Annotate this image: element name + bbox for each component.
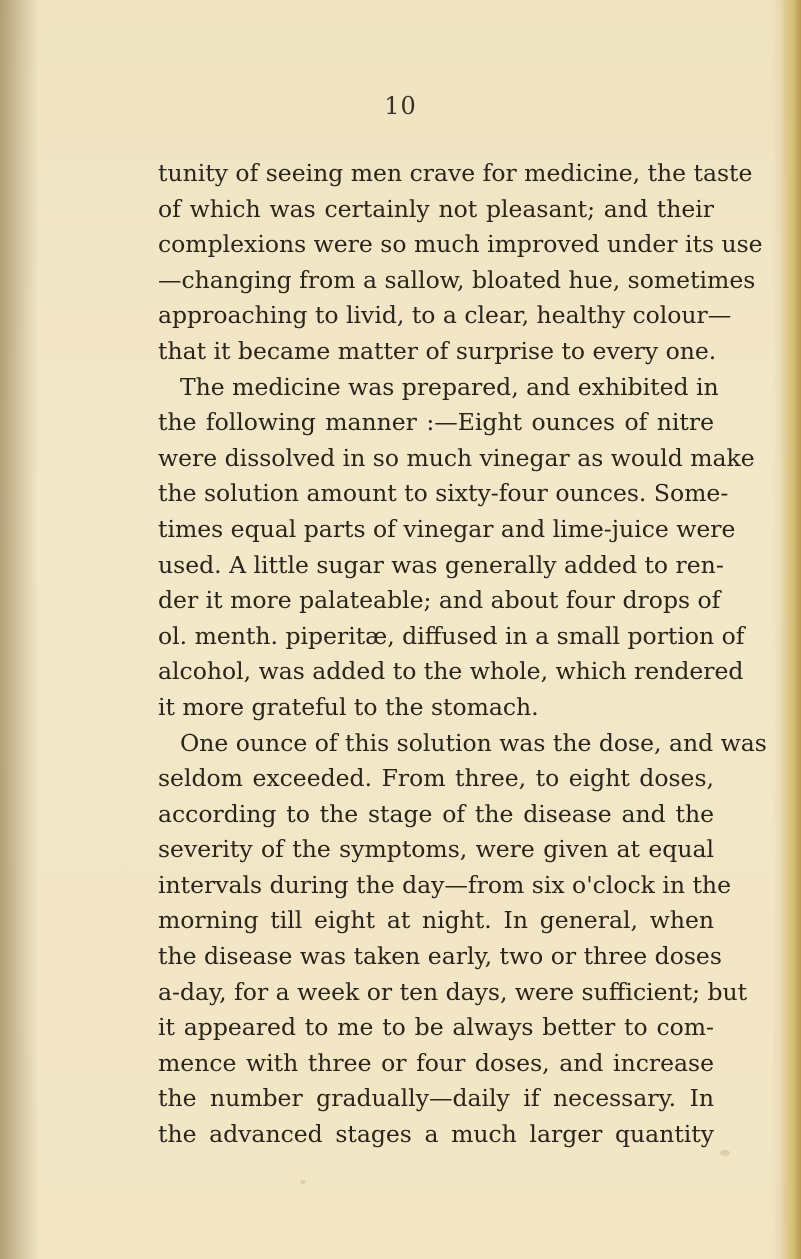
text-line: tunity of seeing men crave for medicine, the taste bbox=[158, 159, 753, 187]
text-line: it appeared to me to be always better to com- bbox=[158, 1013, 714, 1042]
page-number: 10 bbox=[384, 92, 417, 120]
text-line: —changing from a sallow, bloated hue, sometimes bbox=[158, 265, 756, 294]
text-line: a-day, for a week or ten days, were sufficient; but bbox=[158, 977, 748, 1006]
text-line: according to the stage of the disease and the bbox=[158, 799, 714, 828]
text-line: intervals during the day—from six o'clock in the bbox=[158, 870, 731, 899]
body-text bbox=[158, 156, 767, 1153]
text-line: that it became matter of surprise to every one. bbox=[158, 336, 717, 365]
paper-spot bbox=[300, 1180, 306, 1184]
text-line: alcohol, was added to the whole, which rendered bbox=[158, 657, 744, 686]
text-line: of which was certainly not pleasant; and their bbox=[158, 194, 714, 223]
text-line: der it more palateable; and about four drops of bbox=[158, 586, 721, 615]
text-line: used. A little sugar was generally added to ren- bbox=[158, 550, 724, 579]
text-line: it more grateful to the stomach. bbox=[158, 692, 539, 721]
gutter-shadow bbox=[0, 0, 38, 1259]
text-line: The medicine was prepared, and exhibited in bbox=[180, 372, 719, 401]
text-line: mence with three or four doses, and increase bbox=[158, 1048, 714, 1077]
text-line: times equal parts of vinegar and lime-juice were bbox=[158, 514, 736, 543]
text-line: the advanced stages a much larger quantity bbox=[158, 1120, 714, 1149]
text-line: the following manner :—Eight ounces of nitre bbox=[158, 408, 714, 437]
text-line: morning till eight at night. In general, when bbox=[158, 906, 714, 935]
text-line: severity of the symptoms, were given at equal bbox=[158, 835, 714, 864]
text-line: approaching to livid, to a clear, healthy colour— bbox=[158, 301, 732, 330]
text-line: were dissolved in so much vinegar as would make bbox=[158, 443, 755, 472]
text-line: the solution amount to sixty-four ounces. Some- bbox=[158, 479, 729, 508]
text-line: the disease was taken early, two or three doses bbox=[158, 942, 722, 971]
text-line: seldom exceeded. From three, to eight doses, bbox=[158, 764, 714, 793]
text-line: the number gradually—daily if necessary. In bbox=[158, 1084, 714, 1113]
paper-spot bbox=[720, 1150, 730, 1156]
page-edge bbox=[781, 0, 801, 1259]
text-line: One ounce of this solution was the dose, and was bbox=[180, 728, 767, 757]
text-line: complexions were so much improved under its use bbox=[158, 230, 763, 259]
text-line: ol. menth. piperitæ, diffused in a small portion of bbox=[158, 621, 745, 650]
